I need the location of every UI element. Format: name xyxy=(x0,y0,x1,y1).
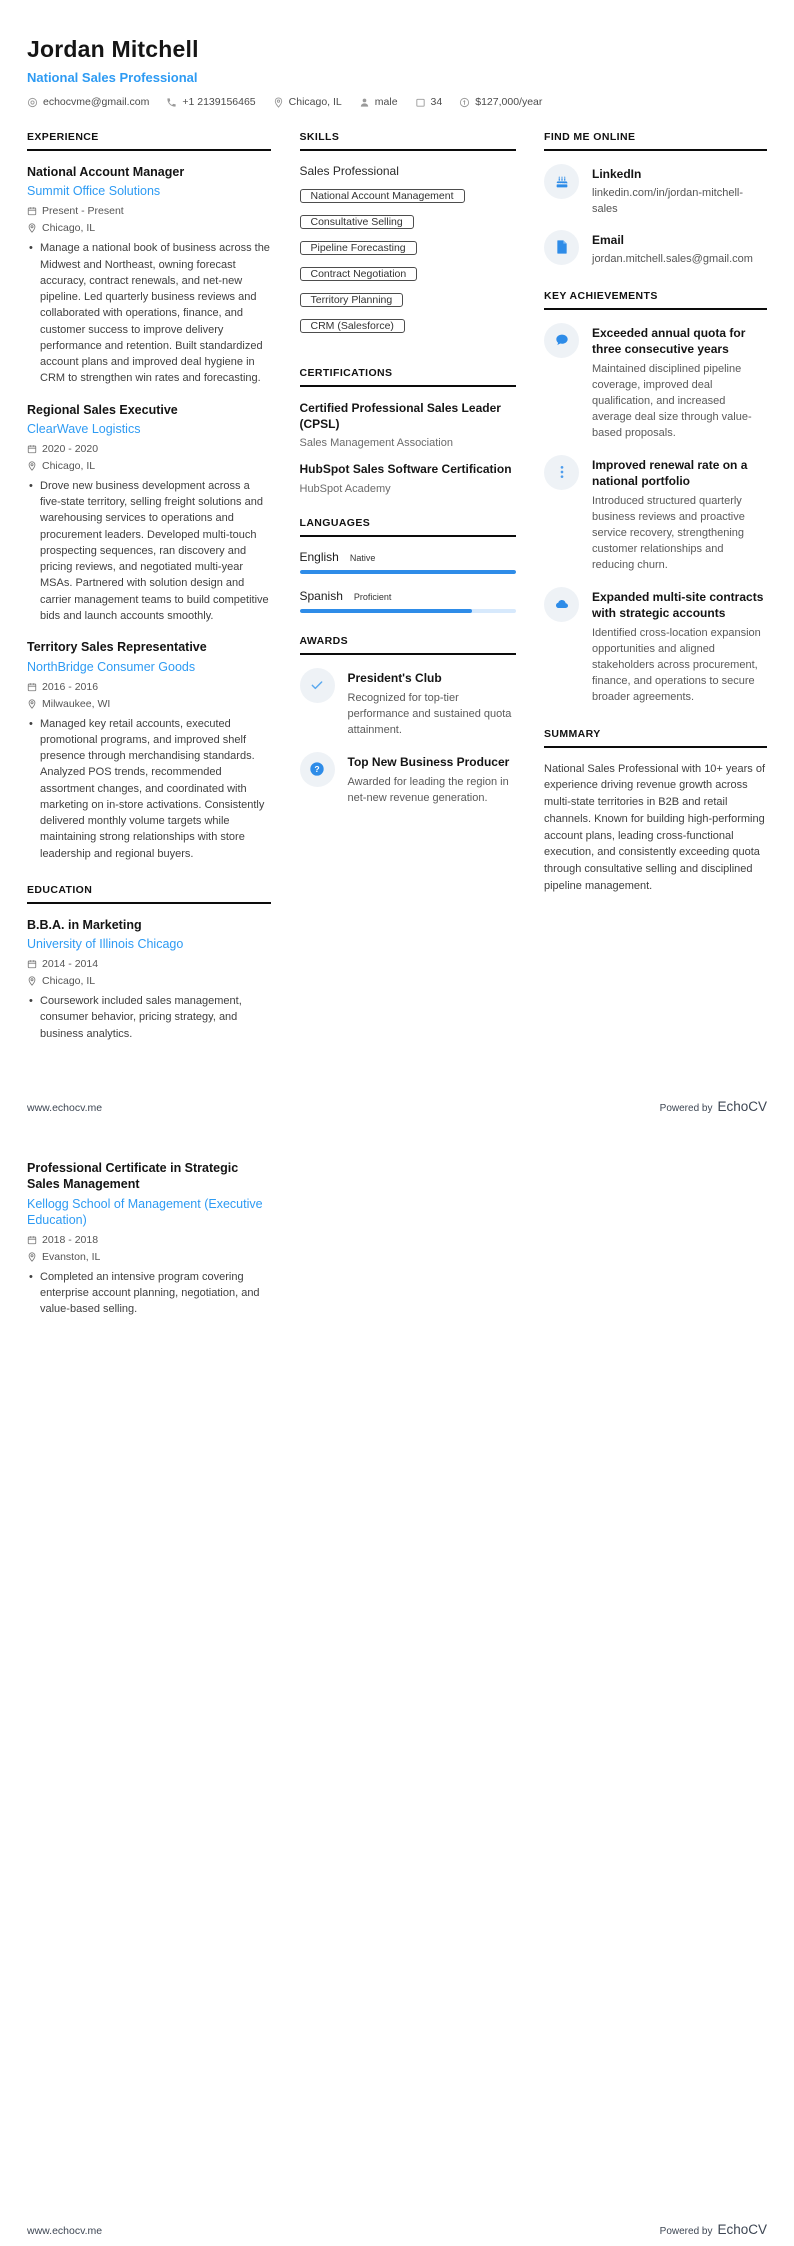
achievement-title: Improved renewal rate on a national portfolio xyxy=(592,457,748,488)
company-link[interactable]: Summit Office Solutions xyxy=(27,184,161,199)
awards-section xyxy=(300,635,516,807)
award-description: Recognized for top-tier performance and sustained quota attainment. xyxy=(347,691,512,736)
linkedin-url-link[interactable]: linkedin.com/in/jordan-mitchell-sales xyxy=(592,187,744,215)
online-profile-item xyxy=(544,164,767,217)
language-name: English xyxy=(299,549,339,564)
certifications-heading: CERTIFICATIONS xyxy=(300,367,516,387)
page-title: Jordan Mitchell xyxy=(27,36,199,62)
skill-chip: Territory Planning xyxy=(300,293,404,307)
language-level: Native xyxy=(349,552,376,563)
languages-section xyxy=(300,517,516,613)
summary-section xyxy=(544,728,767,895)
achievement-item xyxy=(544,587,767,706)
email-icon xyxy=(27,97,38,108)
question-badge-icon xyxy=(300,752,335,787)
resume-page-2 xyxy=(0,1123,794,2246)
education-dates xyxy=(27,1234,271,1246)
education-bullet: • Completed an intensive program covering enterprise account planning, negotiation, and value-based selling. xyxy=(27,1269,271,1318)
resume-header xyxy=(27,36,767,108)
experience-heading: EXPERIENCE xyxy=(27,131,271,151)
summary-heading: SUMMARY xyxy=(544,728,767,748)
skills-heading: SKILLS xyxy=(300,131,516,151)
skills-section xyxy=(300,131,516,345)
online-profile-label: LinkedIn xyxy=(592,167,642,181)
key-achievements-heading: KEY ACHIEVEMENTS xyxy=(544,290,767,310)
contact-salary xyxy=(459,96,542,108)
company-link[interactable]: ClearWave Logistics xyxy=(27,421,141,436)
awards-heading: AWARDS xyxy=(300,635,516,655)
skill-chip: National Account Management xyxy=(300,189,465,203)
education-heading: EDUCATION xyxy=(27,884,271,904)
certification-entry xyxy=(300,400,516,449)
page-footer xyxy=(27,1099,767,1114)
online-profile-label: Email xyxy=(592,232,625,247)
award-title: President's Club xyxy=(347,670,442,685)
school-link[interactable]: University of Illinois Chicago xyxy=(27,937,184,952)
columns xyxy=(27,131,767,1064)
job-location-value: Milwaukee, WI xyxy=(42,697,111,710)
location-icon xyxy=(27,223,37,233)
achievement-item xyxy=(544,455,767,574)
page-footer xyxy=(27,2222,767,2237)
certifications-section xyxy=(300,367,516,495)
contact-phone-value: +1 2139156465 xyxy=(182,96,256,108)
education-location xyxy=(27,1251,271,1263)
language-bar xyxy=(300,570,516,574)
find-me-online-section xyxy=(544,131,767,268)
education-location xyxy=(27,975,271,987)
education-entry xyxy=(27,917,271,1042)
calendar-icon xyxy=(27,1235,37,1245)
contact-location xyxy=(273,96,342,108)
school-link[interactable]: Kellogg School of Management (Executive Education) xyxy=(27,1196,263,1227)
location-icon xyxy=(27,461,37,471)
salary-icon xyxy=(459,97,470,108)
certification-issuer: Sales Management Association xyxy=(299,437,453,450)
calendar-icon xyxy=(27,959,37,969)
contact-gender-value: male xyxy=(374,96,398,108)
powered-by-prefix: Powered by xyxy=(659,1103,713,1114)
job-dates-value: 2016 - 2016 xyxy=(42,680,99,693)
find-me-online-heading: FIND ME ONLINE xyxy=(544,131,767,151)
certification-issuer: HubSpot Academy xyxy=(299,482,391,495)
job-location xyxy=(27,460,271,472)
phone-icon xyxy=(166,97,177,108)
language-row xyxy=(300,589,516,613)
contact-location-value: Chicago, IL xyxy=(288,96,342,108)
education-entry xyxy=(27,1160,271,1318)
education-location-value: Chicago, IL xyxy=(42,975,96,988)
education-dates-value: 2014 - 2014 xyxy=(42,958,99,971)
left-column xyxy=(27,131,271,1064)
age-icon xyxy=(415,97,426,108)
job-location xyxy=(27,698,271,710)
award-item xyxy=(300,668,516,739)
language-bar xyxy=(300,609,516,613)
degree-title: Professional Certificate in Strategic Sales Management xyxy=(27,1161,239,1192)
experience-section xyxy=(27,131,271,862)
language-level: Proficient xyxy=(353,591,392,602)
linkedin-icon xyxy=(544,164,579,199)
certification-name: Certified Professional Sales Leader (CPSL) xyxy=(299,401,501,432)
achievement-description: Identified cross-location expansion opportunities and aligned stakeholders across procurement, finance, and operations to secure broader agreements. xyxy=(592,627,761,703)
location-icon xyxy=(27,699,37,709)
calendar-icon xyxy=(27,444,37,454)
location-icon xyxy=(27,1252,37,1262)
powered-by xyxy=(660,1099,767,1114)
skill-chip: Pipeline Forecasting xyxy=(300,241,417,255)
certification-entry xyxy=(300,461,516,494)
achievement-description: Maintained disciplined pipeline coverage, improved deal qualification, and increased average deal size through value-based proposals. xyxy=(592,362,752,439)
chat-icon xyxy=(544,323,579,358)
languages-heading: LANGUAGES xyxy=(300,517,516,537)
job-bullet: • Managed key retail accounts, executed promotional programs, and improved shelf presence through merchandising standards. Analyzed POS trends, recommended assortment changes, and coordinated with marketing on in-store activations. Consistently delivered monthly volume targets while maintaining strong relationships with store leadership and regional buyers. xyxy=(27,716,271,862)
language-row xyxy=(300,550,516,574)
award-description: Awarded for leading the region in net-new revenue generation. xyxy=(347,775,509,804)
achievement-description: Introduced structured quarterly business reviews and proactive service recovery, strengthening customer relationships and reducing churn. xyxy=(592,494,745,571)
education-dates-value: 2018 - 2018 xyxy=(42,1233,99,1246)
job-location-value: Chicago, IL xyxy=(42,459,96,472)
skill-chip: CRM (Salesforce) xyxy=(300,319,405,333)
job-headline: National Sales Professional xyxy=(27,70,198,85)
summary-text: National Sales Professional with 10+ years of experience driving revenue growth across multi-state territories in B2B and retail channels. Known for building high-performing account plans, leading cross-functional execution, and consistently exceeding quota through consultative selling and disciplined pipeline management. xyxy=(544,762,766,892)
experience-entry xyxy=(27,639,271,862)
job-title: Territory Sales Representative xyxy=(27,640,207,655)
right-column xyxy=(544,131,767,1064)
online-profile-item xyxy=(544,230,767,268)
site-link[interactable]: www.echocv.me xyxy=(27,1102,103,1114)
education-dates xyxy=(27,958,271,970)
ellipsis-icon xyxy=(544,455,579,490)
job-dates xyxy=(27,205,271,217)
contact-row xyxy=(27,96,767,108)
job-location-value: Chicago, IL xyxy=(42,222,96,235)
job-dates-value: 2020 - 2020 xyxy=(42,442,99,455)
experience-entry xyxy=(27,402,271,625)
brand-logo: EchoCV xyxy=(717,1099,767,1114)
skill-chip: Contract Negotiation xyxy=(300,267,418,281)
achievement-title: Expanded multi-site contracts with strategic accounts xyxy=(592,589,764,620)
language-bar-fill xyxy=(300,609,473,613)
person-icon xyxy=(359,97,370,108)
svg-text:?: ? xyxy=(314,764,320,775)
contact-age xyxy=(415,96,443,108)
experience-entry xyxy=(27,164,271,387)
company-link[interactable]: NorthBridge Consumer Goods xyxy=(27,659,196,674)
skill-chip: Consultative Selling xyxy=(300,215,414,229)
job-bullet: • Drove new business development across a five-state territory, selling freight solutions and warehousing services to operations and procurement leaders. Developed multi-touch prospecting sequences, ran discovery and pricing reviews, and negotiated multi-year MSAs. Partnered with solution design and carrier management teams to build competitive bids and launch accounts smoothly. xyxy=(27,478,271,624)
powered-by xyxy=(660,2222,767,2237)
middle-column xyxy=(300,131,516,1064)
job-bullet: • Manage a national book of business across the Midwest and Northeast, owning forecast accuracy, contract renewals, and net-new pipeline. Led quarterly business reviews and collaborated with operations, finance, and customer success to improve delivery performance and retention. Built standardized account plans and improved deal hygiene in CRM to strengthen win rates and forecasting. xyxy=(27,240,271,386)
contact-email-value: echocvme@gmail.com xyxy=(43,96,150,108)
left-column xyxy=(27,1160,271,1318)
contact-email xyxy=(27,96,149,108)
language-bar-fill xyxy=(300,570,516,574)
contact-age-value: 34 xyxy=(430,96,443,108)
job-dates-value: Present - Present xyxy=(42,205,124,218)
email-file-icon xyxy=(544,230,579,265)
education-location-value: Evanston, IL xyxy=(42,1250,101,1263)
powered-by-prefix: Powered by xyxy=(659,2226,713,2237)
contact-salary-value: $127,000/year xyxy=(475,96,543,108)
education-bullet: • Coursework included sales management, consumer behavior, pricing strategy, and business analytics. xyxy=(27,993,271,1042)
job-title: Regional Sales Executive xyxy=(27,402,178,417)
job-location xyxy=(27,222,271,234)
location-icon xyxy=(273,97,284,108)
location-icon xyxy=(27,976,37,986)
language-name: Spanish xyxy=(299,588,343,603)
job-dates xyxy=(27,443,271,455)
contact-phone xyxy=(166,96,255,108)
certification-name: HubSpot Sales Software Certification xyxy=(299,462,512,477)
email-address-link[interactable]: jordan.mitchell.sales@gmail.com xyxy=(592,253,753,266)
brand-logo: EchoCV xyxy=(717,2222,767,2237)
contact-gender xyxy=(359,96,398,108)
skills-group-label: Sales Professional xyxy=(299,164,399,178)
degree-title: B.B.A. in Marketing xyxy=(27,917,142,932)
award-title: Top New Business Producer xyxy=(347,754,510,769)
job-title: National Account Manager xyxy=(27,165,185,179)
site-link[interactable]: www.echocv.me xyxy=(27,2225,103,2237)
award-item xyxy=(300,752,516,807)
achievement-item xyxy=(544,323,767,442)
key-achievements-section xyxy=(544,290,767,706)
achievement-title: Exceeded annual quota for three consecutive years xyxy=(592,325,746,356)
calendar-icon xyxy=(27,206,37,216)
job-dates xyxy=(27,681,271,693)
calendar-icon xyxy=(27,682,37,692)
check-icon xyxy=(300,668,335,703)
cloud-icon xyxy=(544,587,579,622)
education-section xyxy=(27,884,271,1042)
